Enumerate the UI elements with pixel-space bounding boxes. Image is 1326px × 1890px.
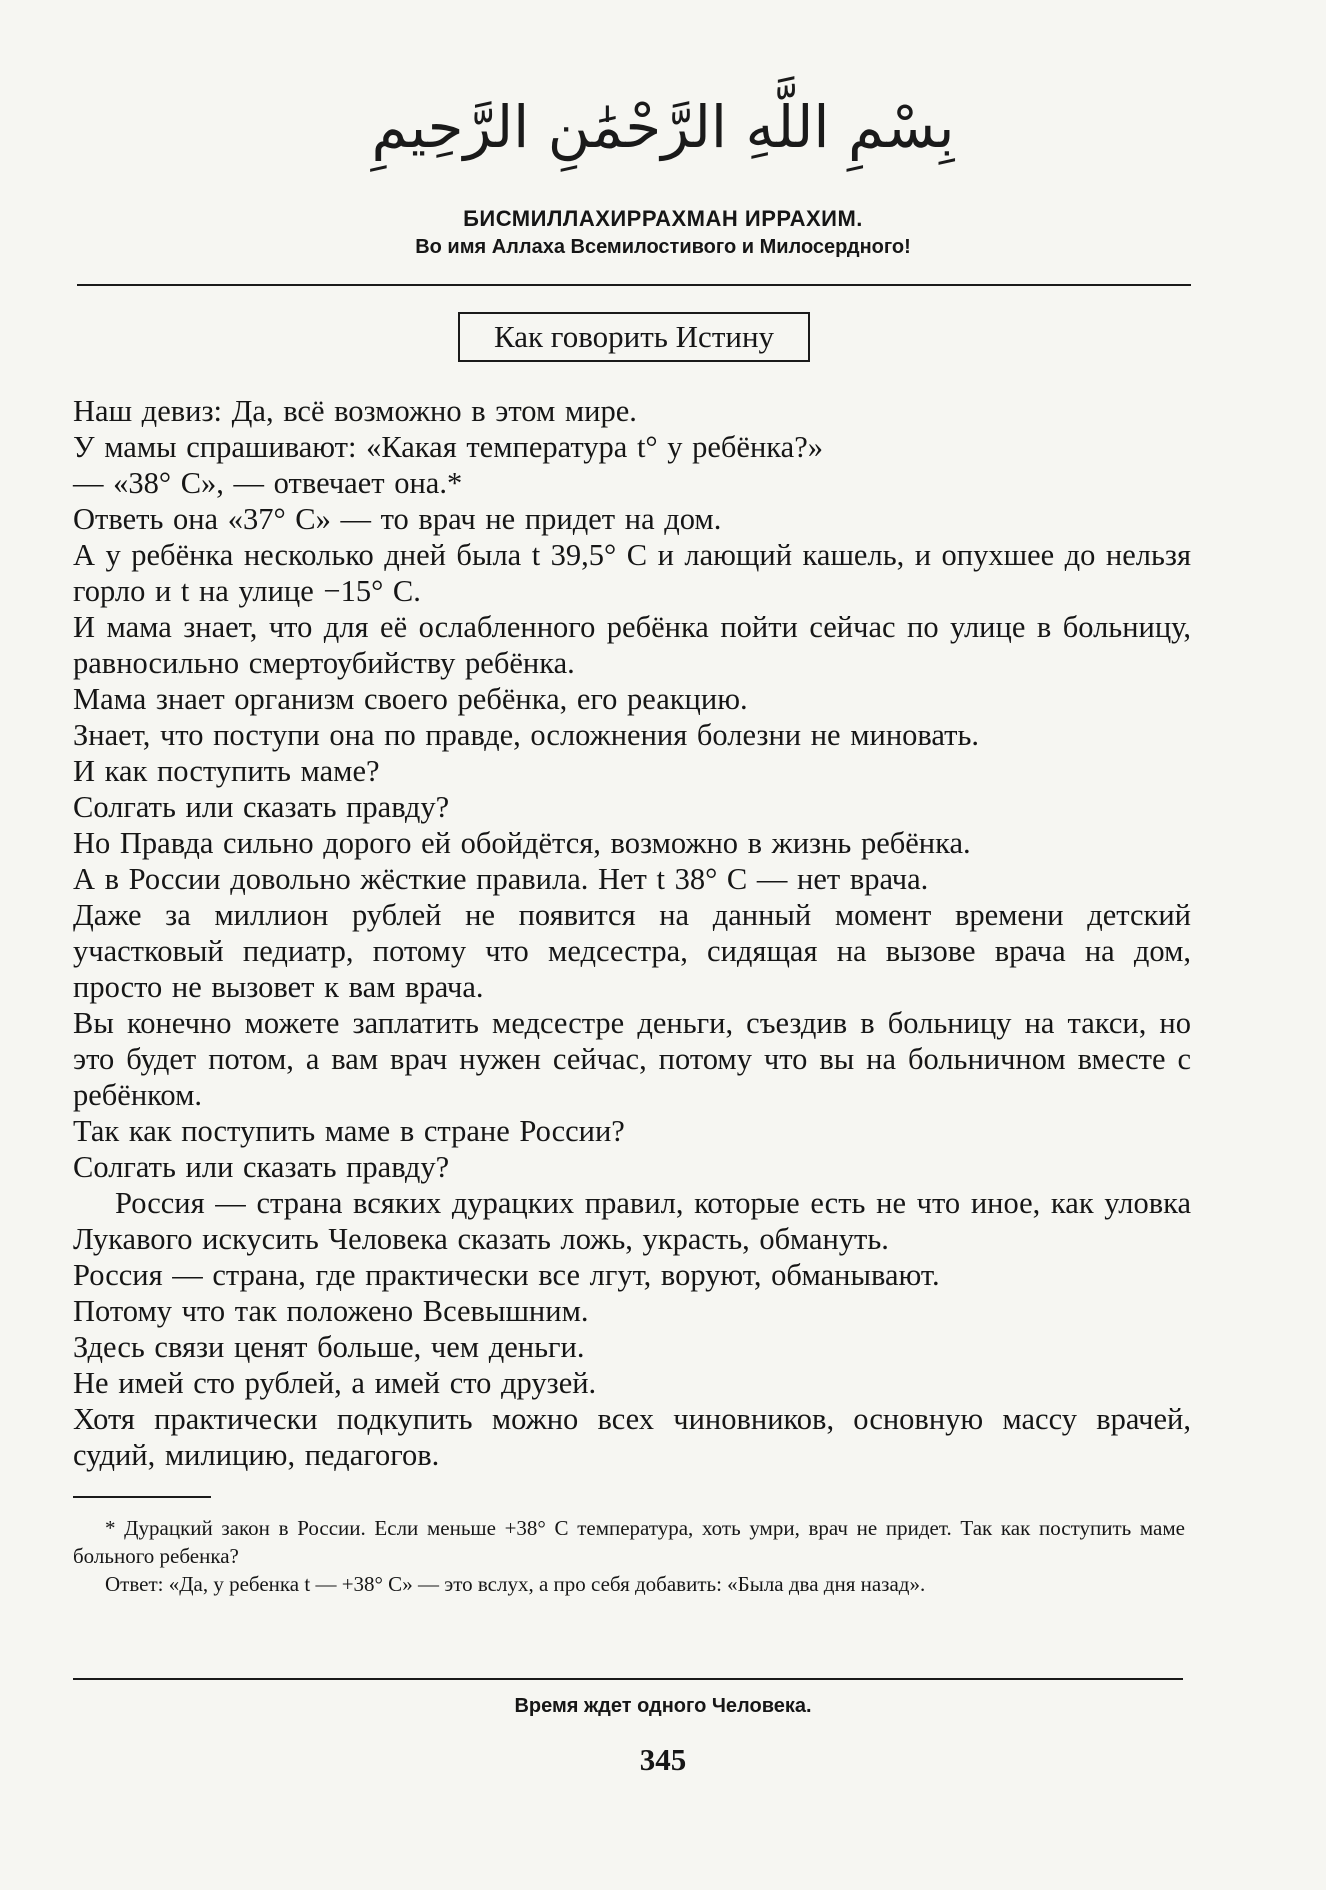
paragraph: А в России довольно жёсткие правила. Нет t 38° С — нет врача.: [73, 862, 929, 896]
footer-slogan: Время ждет одного Человека.: [514, 1695, 812, 1717]
header-transliteration: БИСМИЛЛАХИРРАХМАН ИРРАХИМ.: [463, 206, 863, 231]
paragraph: Хотя практически подкупить можно всех чиновников, основную массу врачей, судий, милицию, педагогов.: [73, 1402, 1191, 1472]
paragraph: Ответь она «37° С» — то врач не придет на дом.: [73, 502, 722, 536]
paragraph: Но Правда сильно дорого ей обойдётся, возможно в жизнь ребёнка.: [73, 826, 971, 860]
footer-rule: [73, 1678, 1183, 1680]
footnotes: [73, 1514, 1185, 1598]
paragraph: Здесь связи ценят больше, чем деньги.: [73, 1330, 585, 1364]
paragraph: Знает, что поступи она по правде, осложнения болезни не миновать.: [73, 718, 979, 752]
footnote-text: * Дурацкий закон в России. Если меньше +38° С температура, хоть умри, врач не придет. Так как поступить маме больного ребенка?: [73, 1516, 1185, 1568]
paragraph: Наш девиз: Да, всё возможно в этом мире.: [73, 394, 637, 428]
paragraph: Россия — страна всяких дурацких правил, которые есть не что иное, как уловка Лукавого искусить Человека сказать ложь, украсть, обмануть.: [73, 1186, 1191, 1256]
footnote-rule: [73, 1496, 211, 1498]
chapter-title: Как говорить Истину: [458, 312, 810, 362]
paragraph: Потому что так положено Всевышним.: [73, 1294, 589, 1328]
header-translation: Во имя Аллаха Всемилостивого и Милосердного!: [415, 236, 911, 258]
paragraph: Солгать или сказать правду?: [73, 1150, 450, 1184]
page-number: 345: [639, 1742, 687, 1777]
paragraph: Россия — страна, где практически все лгут, воруют, обманывают.: [73, 1258, 940, 1292]
paragraph: Не имей сто рублей, а имей сто друзей.: [73, 1366, 597, 1400]
footnote-text: Ответ: «Да, у ребенка t — +38° С» — это вслух, а про себя добавить: «Была два дня назад».: [105, 1572, 926, 1596]
paragraph: И как поступить маме?: [73, 754, 380, 788]
paragraph: Мама знает организм своего ребёнка, его реакцию.: [73, 682, 748, 716]
paragraph: У мамы спрашивают: «Какая температура t° у ребёнка?»: [73, 430, 823, 464]
basmala-calligraphy: بِسْمِ اللَّهِ الرَّحْمَٰنِ الرَّحِيمِ: [371, 93, 955, 161]
header-rule: [77, 284, 1191, 286]
paragraph: Солгать или сказать правду?: [73, 790, 450, 824]
paragraph: Даже за миллион рублей не появится на данный момент времени детский участковый педиатр, потому что медсестра, сидящая на вызове врача на дом, просто не вызовет к вам врача.: [73, 898, 1191, 1004]
paragraph: И мама знает, что для её ослабленного ребёнка пойти сейчас по улице в больницу, равносильно смертоубийству ребёнка.: [73, 610, 1191, 680]
paragraph: А у ребёнка несколько дней была t 39,5° С и лающий кашель, и опухшее до нельзя горло и t на улице −15° С.: [73, 538, 1191, 608]
body-text: [73, 393, 1191, 1473]
paragraph: Вы конечно можете заплатить медсестре деньги, съездив в больницу на такси, но это будет потом, а вам врач нужен сейчас, потому что вы на больничном вместе с ребёнком.: [73, 1006, 1191, 1112]
paragraph: Так как поступить маме в стране России?: [73, 1114, 625, 1148]
paragraph: — «38° С», — отвечает она.*: [73, 466, 463, 500]
